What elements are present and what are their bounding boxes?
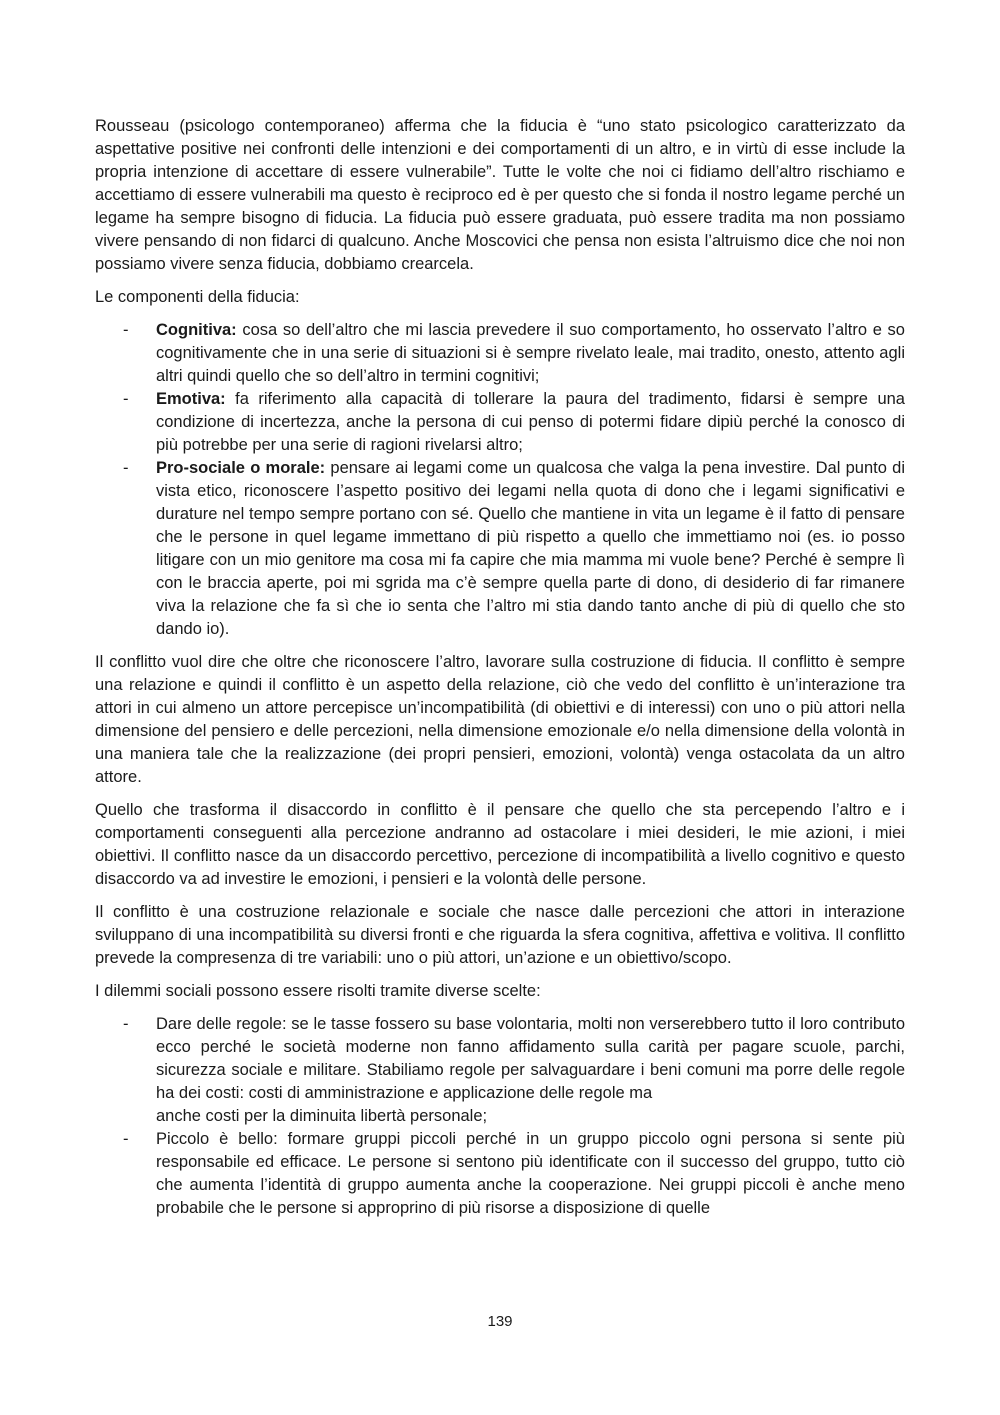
list-item-text: Piccolo è bello: formare gruppi piccoli perché in un gruppo piccolo ogni persona si sente più responsabile ed efficace. Le persone si sentono più identificate con il successo del gruppo, tutto ciò che aumenta l’identità di gruppo aumenta anche la cooperazione. Nei gruppi piccoli è anche meno probabile che le persone si approprino di più risorse a disposizione di quelle — [156, 1130, 905, 1217]
paragraph-trust-components-intro: Le componenti della fiducia: — [95, 288, 300, 306]
paragraph-conflict-definition: Il conflitto vuol dire che oltre che riconoscere l’altro, lavorare sulla costruzione di fiducia. Il conflitto è sempre una relazione e quindi il conflitto è un aspetto della relazione, ciò che vedo del conflitto è un’interazione tra attori in cui almeno un attore percepisce un’incompatibilità (di obiettivi e di interessi) con uno o più attori nella dimensione del pensiero e delle percezioni, nella dimensione emozionale e/o nella dimensione della volontà in una maniera tale che la realizzazione (dei propri pensieri, emozioni, volontà) venga ostacolata da un altro attore. — [95, 653, 905, 786]
term-label: Cognitiva: — [156, 321, 237, 339]
term-label: Emotiva: — [156, 390, 226, 408]
list-item-text: Dare delle regole: se le tasse fossero su base volontaria, molti non verserebbero tutto il loro contributo ecco perché le società moderne non fanno affidamento sulla carità per pagare scuole, parchi, sicurezza sociale e militare. Stabiliamo regole per salvaguardare i beni comuni ma porre delle regole ha dei costi: costi di amministrazione e applicazione delle regole ma — [156, 1015, 905, 1102]
list-item-prosocial — [156, 457, 905, 641]
list-item-text: cosa so dell’altro che mi lascia prevedere il suo comportamento, ho osservato l’altro e so cognitivamente che in una serie di situazioni si è sempre rivelato leale, mai tradito, onesto, attento agli altri quindi quello che so dell’altro in termini cognitivi; — [156, 321, 905, 385]
list-item-continuation: anche costi per la diminuita libertà personale; — [156, 1107, 488, 1125]
list-item-rules — [156, 1013, 905, 1128]
paragraph-conflict-construction: Il conflitto è una costruzione relazionale e sociale che nasce dalle percezioni che attori in interazione sviluppano di una incompatibilità su diversi fronti e che riguarda la sfera cognitiva, affettiva e volitiva. Il conflitto prevede la compresenza di tre variabili: uno o più attori, un’azione e un obiettivo/scopo. — [95, 903, 905, 967]
paragraph-trust-definition: Rousseau (psicologo contemporaneo) afferma che la fiducia è “uno stato psicologico caratterizzato da aspettative positive nei confronti delle intenzioni e dei comportamenti di un altro, e in virtù di esse include la propria intenzione di accettare di essere vulnerabile”. Tutte le volte che noi ci fidiamo dell’altro rischiamo e accettiamo di essere vulnerabili ma questo è reciproco ed è per questo che si fonda il nostro legame perché un legame ha sempre bisogno di fiducia. La fiducia può essere graduata, può essere tradita ma non possiamo vivere pensando di non fidarci di qualcuno. Anche Moscovici che pensa non esista l’altruismo dice che noi non possiamo vivere senza fiducia, dobbiamo crearcela. — [95, 117, 905, 273]
term-label: Pro-sociale o morale: — [156, 459, 326, 477]
page-number: 139 — [487, 1313, 513, 1330]
list-item-cognitive — [156, 319, 905, 388]
dilemma-choices-list — [95, 1013, 905, 1220]
list-item-emotional — [156, 388, 905, 457]
paragraph-disagreement: Quello che trasforma il disaccordo in conflitto è il pensare che quello che sta percependo l’altro e i comportamenti conseguenti alla percezione andranno ad ostacolare i miei desideri, le mie azioni, i miei obiettivi. Il conflitto nasce da un disaccordo percettivo, percezione di incompatibilità a livello cognitivo e questo disaccordo va ad investire le emozioni, i pensieri e la volontà delle persone. — [95, 801, 905, 888]
list-item-text: fa riferimento alla capacità di tollerare la paura del tradimento, fidarsi è sempre una condizione di incertezza, anche la persona di cui penso di potermi fidare dipiù perché la conosco di più potrebbe per una serie di ragioni rivelarsi altro; — [156, 390, 905, 454]
list-item-text: pensare ai legami come un qualcosa che valga la pena investire. Dal punto di vista etico, riconoscere l’aspetto positivo dei legami nella quota di dono che i legami significativi e durature nel tempo sempre portano con sé. Quello che mantiene in vita un legame è il fatto di pensare che le persone in quel legame immettano di più rispetto a quello che immettiamo noi (es. io posso litigare con un mio genitore ma cosa mi fa capire che mia mamma mi vuole bene? Perché è sempre lì con le braccia aperte, poi mi sgrida ma c’è sempre quella parte di dono, di desiderio di far rimanere viva la relazione che fa sì che io senta che l’altro mi stia dando tanto anche di più di quello che sto dando io). — [156, 459, 905, 638]
trust-components-list — [95, 319, 905, 641]
list-item-small-is-beautiful — [156, 1128, 905, 1220]
paragraph-social-dilemmas-intro: I dilemmi sociali possono essere risolti tramite diverse scelte: — [95, 982, 541, 1000]
document-page — [95, 115, 905, 1230]
